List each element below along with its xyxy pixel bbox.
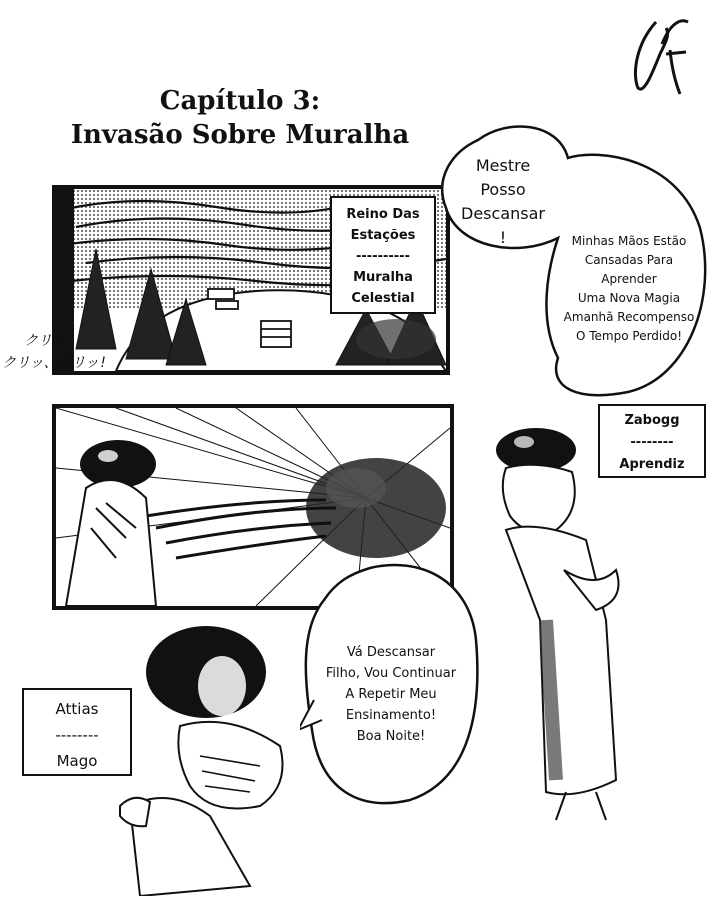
chapter-title (60, 84, 420, 152)
location-line-2: Estações (350, 228, 416, 243)
zabogg-long-3: Aprender (601, 272, 657, 286)
sound-effect (2, 330, 152, 374)
attias-divider: -------- (55, 726, 99, 744)
attias-role: Mago (56, 752, 98, 770)
zabogg-character (486, 420, 646, 830)
chapter-name: Invasão Sobre Muralha (70, 120, 410, 150)
attias-line-5: Boa Noite! (356, 729, 426, 744)
sfx-line-2: クリッ、クリッ! (2, 355, 108, 371)
zabogg-divider: -------- (630, 435, 674, 450)
zabogg-short-3: Descansar (461, 204, 545, 223)
zabogg-role: Aprendiz (619, 457, 685, 472)
location-line-3: Muralha (353, 270, 413, 285)
zabogg-short-4: ! (499, 228, 507, 247)
zabogg-short-2: Posso (480, 180, 526, 199)
location-divider: ---------- (356, 249, 410, 264)
attias-dialogue (306, 642, 476, 747)
chapter-number: Capítulo 3: (159, 86, 321, 116)
attias-name: Attias (55, 700, 99, 718)
attias-line-2: Filho, Vou Continuar (325, 666, 457, 681)
zabogg-short-1: Mestre (475, 156, 531, 175)
attias-line-3: A Repetir Meu (345, 687, 437, 702)
zabogg-name: Zabogg (624, 413, 680, 428)
zabogg-short-line (450, 154, 556, 250)
attias-line-4: Ensinamento! (345, 708, 437, 723)
sfx-line-1: クリッ (24, 333, 66, 349)
attias-character (110, 616, 310, 896)
location-line-4: Celestial (351, 291, 415, 306)
location-caption (330, 196, 436, 314)
zabogg-long-6: O Tempo Perdido! (575, 329, 683, 343)
zabogg-long-line (556, 232, 702, 346)
zabogg-long-4: Uma Nova Magia (577, 291, 681, 305)
zabogg-long-5: Amanhã Recompenso (563, 310, 695, 324)
location-line-1: Reino Das (346, 207, 420, 222)
zabogg-long-1: Minhas Mãos Estão (571, 234, 687, 248)
zabogg-long-2: Cansadas Para (584, 253, 674, 267)
attias-line-1: Vá Descansar (346, 645, 436, 660)
attias-name-caption (22, 688, 132, 776)
artist-signature (626, 14, 696, 98)
